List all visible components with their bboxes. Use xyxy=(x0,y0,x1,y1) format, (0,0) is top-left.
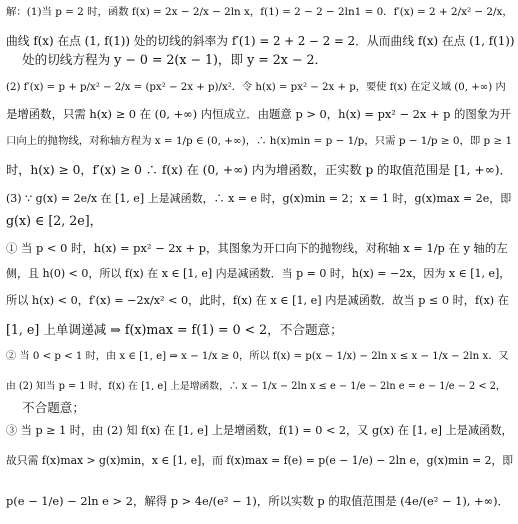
solution-line-7: 时，h(x) ≥ 0，f′(x) ≥ 0 ∴ f(x) 在 (0, +∞) 内为增函数，正实数 p 的取值范围是 [1, +∞)． xyxy=(6,163,512,177)
solution-line-19: p(e − 1/e) − 2ln e > 2，解得 p > 4e/(e² − 1)，所以实数 p 的取值范围是 (4e/(e² − 1), +∞)． xyxy=(6,494,509,508)
solution-line-8: (3) ∵ g(x) = 2e/x 在 [1, e] 上是减函数，∴ x = e 时，g(x)min = 2；x = 1 时，g(x)max = 2e，即 xyxy=(6,192,512,205)
solution-line-12: 所以 h(x) < 0，f′(x) = −2x/x² < 0，此时，f(x) 在 x ∈ [1, e] 内是减函数．故当 p ≤ 0 时，f(x) 在 xyxy=(6,294,509,307)
solution-line-13: [1, e] 上单调递减 ⇒ f(x)max = f(1) = 0 < 2，不合题意； xyxy=(6,322,343,337)
solution-line-16: 不合题意； xyxy=(22,400,85,415)
solution-line-9: g(x) ∈ [2, 2e]， xyxy=(6,213,103,228)
solution-line-5: 是增函数，只需 h(x) ≥ 0 在 (0, +∞) 内恒成立．由题意 p > 0，h(x) = px² − 2x + p 的图象为开 xyxy=(6,107,511,121)
solution-line-18: 故只需 f(x)max > g(x)min，x ∈ [1, e]，而 f(x)max = f(e) = p(e − 1/e) − 2ln e，g(x)min = 2，即 xyxy=(6,454,514,467)
solution-line-3: 处的切线方程为 y − 0 = 2(x − 1)，即 y = 2x − 2． xyxy=(22,52,328,67)
solution-line-15: 由 (2) 知当 p = 1 时，f(x) 在 [1, e] 上是增函数，∴ x − 1/x − 2ln x ≤ e − 1/e − 2ln e = e − 1/e − 2 < 2， xyxy=(6,381,506,392)
solution-line-6: 口向上的抛物线，对称轴方程为 x = 1/p ∈ (0, +∞)，∴ h(x)min = p − 1/p，只需 p − 1/p ≥ 0，即 p ≥ 1 xyxy=(6,135,513,147)
solution-line-17: ③ 当 p ≥ 1 时，由 (2) 知 f(x) 在 [1, e] 上是增函数，f(1) = 0 < 2，又 g(x) 在 [1, e] 上是减函数， xyxy=(6,424,513,437)
solution-line-11: 侧，且 h(0) < 0，所以 f(x) 在 x ∈ [1, e] 内是减函数．当 p = 0 时，h(x) = −2x，因为 x ∈ [1, e]， xyxy=(6,267,511,280)
solution-line-14: ② 当 0 < p < 1 时，由 x ∈ [1, e] ⇒ x − 1/x ≥ 0，所以 f(x) = p(x − 1/x) − 2ln x ≤ x − 1/x − 2ln x．又 xyxy=(6,351,509,362)
solution-line-4: (2) f′(x) = p + p/x² − 2/x = (px² − 2x + p)/x²．令 h(x) = px² − 2x + p，要使 f(x) 在定义域 (0, +∞) 内 xyxy=(6,82,506,93)
solution-line-2: 曲线 f(x) 在点 (1, f(1)) 处的切线的斜率为 f′(1) = 2 + 2 − 2 = 2．从而曲线 f(x) 在点 (1, f(1)) xyxy=(6,34,514,48)
solution-line-10: ① 当 p < 0 时，h(x) = px² − 2x + p，其图象为开口向下的抛物线，对称轴 x = 1/p 在 y 轴的左 xyxy=(6,241,508,255)
solution-line-1: 解：(1)当 p = 2 时，函数 f(x) = 2x − 2/x − 2ln x，f(1) = 2 − 2 − 2ln1 = 0．f′(x) = 2 + 2/x² − 2/x， xyxy=(6,6,513,18)
